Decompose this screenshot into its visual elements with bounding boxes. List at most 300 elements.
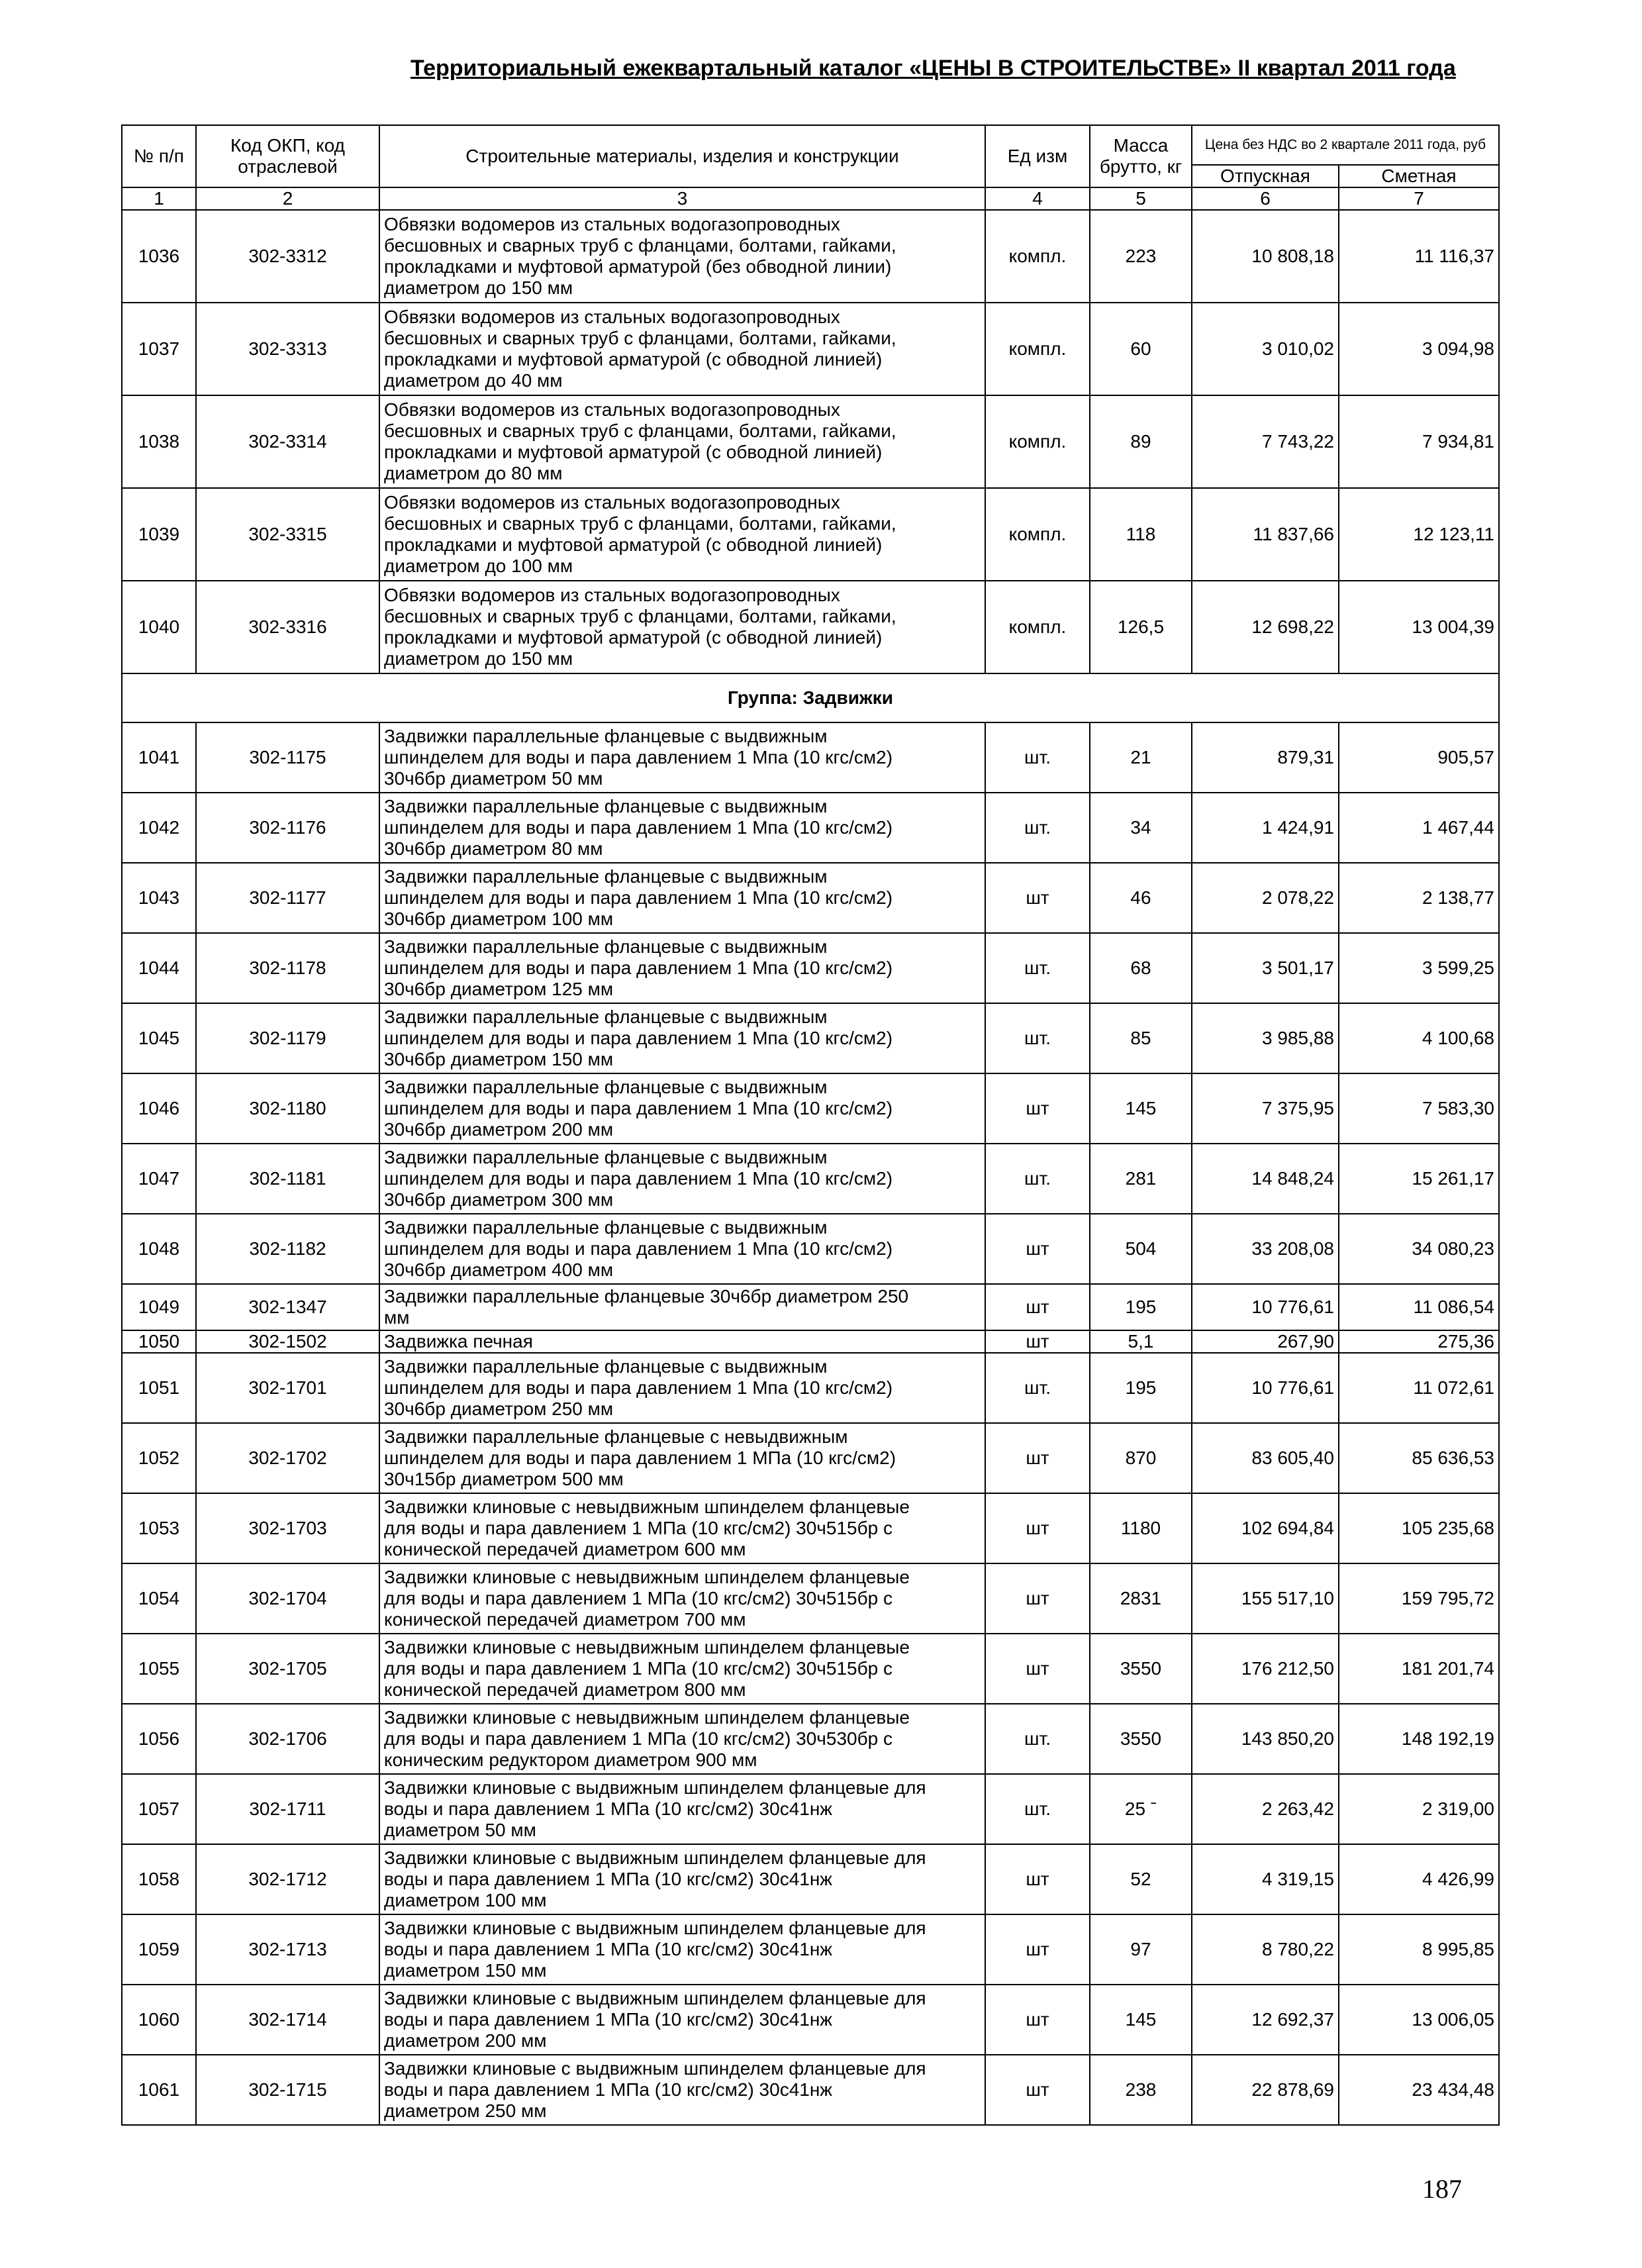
description-line: Задвижки клиновые с выдвижным шпинделем фланцевые для — [384, 1918, 926, 1938]
item-code: 302-1347 — [196, 1284, 379, 1330]
item-description — [379, 1985, 985, 2055]
description-line: коническим редуктором диаметром 900 мм — [384, 1750, 757, 1770]
description-line: Обвязки водомеров из стальных водогазопроводных — [384, 399, 840, 420]
item-release-price: 10 776,61 — [1192, 1353, 1339, 1423]
item-unit: шт. — [985, 722, 1090, 793]
page-number: 187 — [1422, 2174, 1462, 2204]
table-row — [122, 1774, 1499, 1844]
item-estimate-price: 4 426,99 — [1339, 1844, 1499, 1914]
item-description — [379, 210, 985, 303]
description-line: диаметром 150 мм — [384, 1960, 547, 1981]
description-line: шпинделем для воды и пара давлением 1 МПа (10 кгс/см2) — [384, 1448, 896, 1468]
item-number: 1042 — [122, 793, 196, 863]
item-mass: 504 — [1090, 1214, 1192, 1284]
item-mass: 97 — [1090, 1914, 1192, 1985]
item-mass: 1180 — [1090, 1493, 1192, 1563]
item-estimate-price: 13 004,39 — [1339, 581, 1499, 673]
item-code: 302-1714 — [196, 1985, 379, 2055]
table-row — [122, 1493, 1499, 1563]
item-estimate-price: 11 086,54 — [1339, 1284, 1499, 1330]
item-number: 1051 — [122, 1353, 196, 1423]
column-number: 3 — [379, 187, 985, 210]
item-mass: 21 — [1090, 722, 1192, 793]
item-estimate-price: 23 434,48 — [1339, 2055, 1499, 2125]
table-row — [122, 793, 1499, 863]
item-release-price: 7 375,95 — [1192, 1073, 1339, 1144]
item-description — [379, 1844, 985, 1914]
item-code: 302-3316 — [196, 581, 379, 673]
description-line: Задвижки клиновые с выдвижным шпинделем фланцевые для — [384, 2058, 926, 2079]
description-line: воды и пара давлением 1 МПа (10 кгс/см2) 30с41нж — [384, 1939, 833, 1959]
description-line: Задвижки клиновые с выдвижным шпинделем фланцевые для — [384, 1777, 926, 1798]
description-line: Задвижки клиновые с выдвижным шпинделем фланцевые для — [384, 1988, 926, 2008]
item-unit: шт — [985, 1563, 1090, 1634]
table-row — [122, 1423, 1499, 1493]
item-estimate-price: 4 100,68 — [1339, 1003, 1499, 1073]
description-line: конической передачей диаметром 600 мм — [384, 1539, 746, 1559]
item-release-price: 14 848,24 — [1192, 1144, 1339, 1214]
item-unit: компл. — [985, 488, 1090, 581]
item-description — [379, 581, 985, 673]
item-description — [379, 1284, 985, 1330]
description-line: диаметром до 40 мм — [384, 370, 563, 391]
item-unit: компл. — [985, 581, 1090, 673]
description-line: диаметром 100 мм — [384, 1890, 547, 1910]
item-release-price: 155 517,10 — [1192, 1563, 1339, 1634]
item-number: 1043 — [122, 863, 196, 933]
description-line: Задвижки параллельные фланцевые с выдвижным — [384, 1077, 828, 1097]
description-line: 30ч6бр диаметром 100 мм — [384, 909, 614, 929]
item-release-price: 83 605,40 — [1192, 1423, 1339, 1493]
description-line: прокладками и муфтовой арматурой (без обводной линии) — [384, 256, 892, 277]
description-line: воды и пара давлением 1 МПа (10 кгс/см2) 30с41нж — [384, 2079, 833, 2100]
item-description — [379, 1214, 985, 1284]
table-row — [122, 1214, 1499, 1284]
item-mass: 68 — [1090, 933, 1192, 1003]
item-release-price: 22 878,69 — [1192, 2055, 1339, 2125]
item-number: 1040 — [122, 581, 196, 673]
item-mass: 281 — [1090, 1144, 1192, 1214]
item-mass: 118 — [1090, 488, 1192, 581]
description-line: для воды и пара давлением 1 МПа (10 кгс/см2) 30ч515бр с — [384, 1588, 893, 1608]
description-line: шпинделем для воды и пара давлением 1 Мпа (10 кгс/см2) — [384, 1377, 893, 1398]
item-release-price: 3 010,02 — [1192, 303, 1339, 395]
item-number: 1048 — [122, 1214, 196, 1284]
item-number: 1041 — [122, 722, 196, 793]
description-line: 30ч6бр диаметром 150 мм — [384, 1049, 614, 1069]
item-code: 302-1182 — [196, 1214, 379, 1284]
description-line: диаметром до 150 мм — [384, 277, 573, 298]
item-release-price: 879,31 — [1192, 722, 1339, 793]
item-unit: шт. — [985, 933, 1090, 1003]
item-mass: 126,5 — [1090, 581, 1192, 673]
item-mass: 52 — [1090, 1844, 1192, 1914]
description-line: воды и пара давлением 1 МПа (10 кгс/см2) 30с41нж — [384, 1869, 833, 1889]
item-estimate-price: 85 636,53 — [1339, 1423, 1499, 1493]
description-line: 30ч6бр диаметром 50 мм — [384, 768, 603, 789]
description-line: шпинделем для воды и пара давлением 1 Мпа (10 кгс/см2) — [384, 1168, 893, 1189]
column-numbers-row — [122, 187, 1499, 210]
description-line: 30ч6бр диаметром 80 мм — [384, 838, 603, 859]
item-mass: 25 ˉ — [1090, 1774, 1192, 1844]
item-unit: шт. — [985, 1144, 1090, 1214]
item-estimate-price: 905,57 — [1339, 722, 1499, 793]
item-code: 302-1178 — [196, 933, 379, 1003]
item-mass: 60 — [1090, 303, 1192, 395]
item-release-price: 4 319,15 — [1192, 1844, 1339, 1914]
item-unit: компл. — [985, 395, 1090, 488]
item-release-price: 8 780,22 — [1192, 1914, 1339, 1985]
description-line: бесшовных и сварных труб с фланцами, болтами, гайками, — [384, 235, 896, 256]
item-unit: шт. — [985, 793, 1090, 863]
table-row — [122, 1284, 1499, 1330]
description-line: бесшовных и сварных труб с фланцами, болтами, гайками, — [384, 328, 896, 348]
item-unit: шт. — [985, 1003, 1090, 1073]
column-number: 7 — [1339, 187, 1499, 210]
column-header-name: Строительные материалы, изделия и конструкции — [379, 125, 985, 187]
item-unit: шт — [985, 1423, 1090, 1493]
item-release-price: 143 850,20 — [1192, 1704, 1339, 1774]
description-line: конической передачей диаметром 700 мм — [384, 1609, 746, 1630]
item-description — [379, 1774, 985, 1844]
column-number: 6 — [1192, 187, 1339, 210]
item-code: 302-1712 — [196, 1844, 379, 1914]
description-line: шпинделем для воды и пара давлением 1 Мпа (10 кгс/см2) — [384, 1238, 893, 1259]
column-number: 1 — [122, 187, 196, 210]
item-code: 302-3312 — [196, 210, 379, 303]
item-code: 302-1177 — [196, 863, 379, 933]
description-line: Задвижки параллельные фланцевые с выдвижным — [384, 726, 828, 746]
item-unit: шт — [985, 1284, 1090, 1330]
item-mass: 223 — [1090, 210, 1192, 303]
column-header-mass: Масса брутто, кг — [1090, 125, 1192, 187]
table-row — [122, 1844, 1499, 1914]
description-line: Обвязки водомеров из стальных водогазопроводных — [384, 492, 840, 513]
table-row — [122, 1073, 1499, 1144]
item-mass: 46 — [1090, 863, 1192, 933]
item-number: 1047 — [122, 1144, 196, 1214]
item-description — [379, 1144, 985, 1214]
item-estimate-price: 2 138,77 — [1339, 863, 1499, 933]
item-release-price: 12 692,37 — [1192, 1985, 1339, 2055]
item-code: 302-1715 — [196, 2055, 379, 2125]
item-number: 1059 — [122, 1914, 196, 1985]
item-code: 302-1704 — [196, 1563, 379, 1634]
description-line: диаметром 50 мм — [384, 1820, 536, 1840]
item-unit: компл. — [985, 303, 1090, 395]
description-line: Задвижки параллельные фланцевые с выдвижным — [384, 866, 828, 887]
item-release-price: 2 078,22 — [1192, 863, 1339, 933]
description-line: Задвижки параллельные фланцевые с выдвижным — [384, 1217, 828, 1238]
description-line: бесшовных и сварных труб с фланцами, болтами, гайками, — [384, 606, 896, 626]
item-number: 1052 — [122, 1423, 196, 1493]
item-mass: 195 — [1090, 1353, 1192, 1423]
description-line: Задвижки клиновые с выдвижным шпинделем фланцевые для — [384, 1848, 926, 1868]
table-row — [122, 581, 1499, 673]
description-line: диаметром 200 мм — [384, 2030, 547, 2051]
item-estimate-price: 8 995,85 — [1339, 1914, 1499, 1985]
column-number: 4 — [985, 187, 1090, 210]
item-description — [379, 933, 985, 1003]
item-description — [379, 863, 985, 933]
description-line: прокладками и муфтовой арматурой (с обводной линией) — [384, 442, 883, 462]
description-line: 30ч15бр диаметром 500 мм — [384, 1469, 624, 1489]
item-description — [379, 1073, 985, 1144]
item-number: 1037 — [122, 303, 196, 395]
description-line: Задвижка печная — [384, 1331, 533, 1352]
item-estimate-price: 275,36 — [1339, 1330, 1499, 1353]
item-number: 1055 — [122, 1634, 196, 1704]
item-estimate-price: 34 080,23 — [1339, 1214, 1499, 1284]
description-line: для воды и пара давлением 1 МПа (10 кгс/см2) 30ч515бр с — [384, 1658, 893, 1679]
item-description — [379, 793, 985, 863]
table-row — [122, 2055, 1499, 2125]
column-number: 2 — [196, 187, 379, 210]
item-description — [379, 1003, 985, 1073]
item-estimate-price: 105 235,68 — [1339, 1493, 1499, 1563]
item-mass: 145 — [1090, 1985, 1192, 2055]
description-line: воды и пара давлением 1 МПа (10 кгс/см2) 30с41нж — [384, 2009, 833, 2030]
item-code: 302-1702 — [196, 1423, 379, 1493]
item-description — [379, 1353, 985, 1423]
column-header-price-group: Цена без НДС во 2 квартале 2011 года, руб — [1192, 125, 1499, 165]
item-estimate-price: 3 094,98 — [1339, 303, 1499, 395]
item-code: 302-1706 — [196, 1704, 379, 1774]
item-number: 1046 — [122, 1073, 196, 1144]
item-unit: шт — [985, 1985, 1090, 2055]
description-line: Задвижки параллельные фланцевые с невыдвижным — [384, 1426, 848, 1447]
column-header-release: Отпускная — [1192, 165, 1339, 187]
table-header-row — [122, 125, 1499, 165]
item-code: 302-1705 — [196, 1634, 379, 1704]
item-code: 302-1502 — [196, 1330, 379, 1353]
table-row — [122, 863, 1499, 933]
item-release-price: 10 776,61 — [1192, 1284, 1339, 1330]
description-line: Задвижки параллельные фланцевые с выдвижным — [384, 1356, 828, 1377]
column-header-code: Код ОКП, код отраслевой — [196, 125, 379, 187]
item-unit: шт — [985, 1844, 1090, 1914]
item-release-price: 1 424,91 — [1192, 793, 1339, 863]
item-description — [379, 1563, 985, 1634]
item-estimate-price: 159 795,72 — [1339, 1563, 1499, 1634]
item-release-price: 102 694,84 — [1192, 1493, 1339, 1563]
item-number: 1057 — [122, 1774, 196, 1844]
item-code: 302-3315 — [196, 488, 379, 581]
description-line: 30ч6бр диаметром 125 мм — [384, 979, 614, 999]
item-code: 302-3314 — [196, 395, 379, 488]
item-estimate-price: 7 934,81 — [1339, 395, 1499, 488]
column-header-num: № п/п — [122, 125, 196, 187]
group-header-row — [122, 673, 1499, 722]
item-mass: 85 — [1090, 1003, 1192, 1073]
item-code: 302-1181 — [196, 1144, 379, 1214]
description-line: Обвязки водомеров из стальных водогазопроводных — [384, 585, 840, 605]
item-release-price: 12 698,22 — [1192, 581, 1339, 673]
table-row — [122, 210, 1499, 303]
item-number: 1050 — [122, 1330, 196, 1353]
item-unit: компл. — [985, 210, 1090, 303]
item-release-price: 3 501,17 — [1192, 933, 1339, 1003]
description-line: Задвижки параллельные фланцевые с выдвижным — [384, 796, 828, 816]
item-description — [379, 2055, 985, 2125]
description-line: шпинделем для воды и пара давлением 1 Мпа (10 кгс/см2) — [384, 887, 893, 908]
table-row — [122, 1985, 1499, 2055]
table-row — [122, 1330, 1499, 1353]
item-unit: шт. — [985, 1774, 1090, 1844]
description-line: шпинделем для воды и пара давлением 1 Мпа (10 кгс/см2) — [384, 817, 893, 838]
item-description — [379, 722, 985, 793]
item-description — [379, 395, 985, 488]
item-estimate-price: 7 583,30 — [1339, 1073, 1499, 1144]
item-estimate-price: 148 192,19 — [1339, 1704, 1499, 1774]
description-line: Обвязки водомеров из стальных водогазопроводных — [384, 307, 840, 327]
item-estimate-price: 12 123,11 — [1339, 488, 1499, 581]
description-line: воды и пара давлением 1 МПа (10 кгс/см2) 30с41нж — [384, 1799, 833, 1819]
column-header-estimate: Сметная — [1339, 165, 1499, 187]
item-estimate-price: 15 261,17 — [1339, 1144, 1499, 1214]
item-number: 1045 — [122, 1003, 196, 1073]
item-description — [379, 1914, 985, 1985]
item-mass: 3550 — [1090, 1634, 1192, 1704]
item-unit: шт — [985, 863, 1090, 933]
description-line: шпинделем для воды и пара давлением 1 Мпа (10 кгс/см2) — [384, 747, 893, 767]
item-unit: шт — [985, 1914, 1090, 1985]
table-row — [122, 1563, 1499, 1634]
item-number: 1054 — [122, 1563, 196, 1634]
description-line: шпинделем для воды и пара давлением 1 Мпа (10 кгс/см2) — [384, 1028, 893, 1048]
group-label: Группа: Задвижки — [122, 673, 1499, 722]
item-mass: 2831 — [1090, 1563, 1192, 1634]
description-line: конической передачей диаметром 800 мм — [384, 1679, 746, 1700]
item-mass: 34 — [1090, 793, 1192, 863]
item-estimate-price: 1 467,44 — [1339, 793, 1499, 863]
description-line: Задвижки клиновые с невыдвижным шпинделем фланцевые — [384, 1497, 910, 1517]
description-line: шпинделем для воды и пара давлением 1 Мпа (10 кгс/см2) — [384, 1098, 893, 1118]
item-mass: 195 — [1090, 1284, 1192, 1330]
item-description — [379, 1704, 985, 1774]
item-code: 302-1180 — [196, 1073, 379, 1144]
item-release-price: 267,90 — [1192, 1330, 1339, 1353]
description-line: диаметром до 80 мм — [384, 463, 563, 483]
table-row — [122, 933, 1499, 1003]
item-description — [379, 1330, 985, 1353]
item-release-price: 10 808,18 — [1192, 210, 1339, 303]
item-release-price: 3 985,88 — [1192, 1003, 1339, 1073]
item-estimate-price: 11 116,37 — [1339, 210, 1499, 303]
description-line: шпинделем для воды и пара давлением 1 Мпа (10 кгс/см2) — [384, 958, 893, 978]
column-header-unit: Ед изм — [985, 125, 1090, 187]
description-line: Обвязки водомеров из стальных водогазопроводных — [384, 214, 840, 234]
description-line: Задвижки параллельные фланцевые с выдвижным — [384, 1007, 828, 1027]
item-mass: 870 — [1090, 1423, 1192, 1493]
description-line: 30ч6бр диаметром 300 мм — [384, 1189, 614, 1210]
description-line: для воды и пара давлением 1 МПа (10 кгс/см2) 30ч530бр с — [384, 1728, 893, 1749]
description-line: прокладками и муфтовой арматурой (с обводной линией) — [384, 349, 883, 370]
item-unit: шт — [985, 1330, 1090, 1353]
description-line: для воды и пара давлением 1 МПа (10 кгс/см2) 30ч515бр с — [384, 1518, 893, 1538]
item-mass: 238 — [1090, 2055, 1192, 2125]
description-line: Задвижки клиновые с невыдвижным шпинделем фланцевые — [384, 1637, 910, 1657]
description-line: прокладками и муфтовой арматурой (с обводной линией) — [384, 534, 883, 555]
description-line: Задвижки клиновые с невыдвижным шпинделем фланцевые — [384, 1707, 910, 1728]
item-code: 302-1711 — [196, 1774, 379, 1844]
item-mass: 145 — [1090, 1073, 1192, 1144]
item-code: 302-1176 — [196, 793, 379, 863]
description-line: бесшовных и сварных труб с фланцами, болтами, гайками, — [384, 513, 896, 534]
item-code: 302-1701 — [196, 1353, 379, 1423]
item-mass: 89 — [1090, 395, 1192, 488]
item-unit: шт — [985, 1214, 1090, 1284]
item-estimate-price: 3 599,25 — [1339, 933, 1499, 1003]
description-line: Задвижки клиновые с невыдвижным шпинделем фланцевые — [384, 1567, 910, 1587]
item-code: 302-1179 — [196, 1003, 379, 1073]
description-line: Задвижки параллельные фланцевые с выдвижным — [384, 936, 828, 957]
item-description — [379, 1634, 985, 1704]
item-release-price: 33 208,08 — [1192, 1214, 1339, 1284]
table-row — [122, 1353, 1499, 1423]
item-description — [379, 1493, 985, 1563]
item-number: 1060 — [122, 1985, 196, 2055]
item-number: 1053 — [122, 1493, 196, 1563]
table-row — [122, 1704, 1499, 1774]
item-estimate-price: 13 006,05 — [1339, 1985, 1499, 2055]
description-line: 30ч6бр диаметром 200 мм — [384, 1119, 614, 1140]
item-description — [379, 303, 985, 395]
table-row — [122, 1144, 1499, 1214]
column-number: 5 — [1090, 187, 1192, 210]
item-description — [379, 488, 985, 581]
item-code: 302-3313 — [196, 303, 379, 395]
item-unit: шт — [985, 1493, 1090, 1563]
table-row — [122, 395, 1499, 488]
description-line: 30ч6бр диаметром 250 мм — [384, 1399, 614, 1419]
item-description — [379, 1423, 985, 1493]
description-line: прокладками и муфтовой арматурой (с обводной линией) — [384, 627, 883, 648]
item-number: 1044 — [122, 933, 196, 1003]
item-estimate-price: 2 319,00 — [1339, 1774, 1499, 1844]
table-row — [122, 1914, 1499, 1985]
table-row — [122, 488, 1499, 581]
item-estimate-price: 181 201,74 — [1339, 1634, 1499, 1704]
item-code: 302-1175 — [196, 722, 379, 793]
item-code: 302-1713 — [196, 1914, 379, 1985]
table-row — [122, 303, 1499, 395]
item-release-price: 11 837,66 — [1192, 488, 1339, 581]
item-number: 1058 — [122, 1844, 196, 1914]
table-row — [122, 1634, 1499, 1704]
description-line: Задвижки параллельные фланцевые 30ч6бр диаметром 250 — [384, 1286, 909, 1307]
description-line: Задвижки параллельные фланцевые с выдвижным — [384, 1147, 828, 1167]
table-row — [122, 722, 1499, 793]
table-row — [122, 1003, 1499, 1073]
item-number: 1039 — [122, 488, 196, 581]
description-line: бесшовных и сварных труб с фланцами, болтами, гайками, — [384, 420, 896, 441]
item-code: 302-1703 — [196, 1493, 379, 1563]
item-unit: шт — [985, 2055, 1090, 2125]
item-unit: шт. — [985, 1353, 1090, 1423]
item-number: 1038 — [122, 395, 196, 488]
page-title: Территориальный ежеквартальный каталог «ЦЕНЫ В СТРОИТЕЛЬСТВЕ» II квартал 2011 года — [410, 56, 1456, 81]
item-number: 1056 — [122, 1704, 196, 1774]
item-number: 1036 — [122, 210, 196, 303]
description-line: диаметром до 100 мм — [384, 556, 573, 576]
item-mass: 3550 — [1090, 1704, 1192, 1774]
item-estimate-price: 11 072,61 — [1339, 1353, 1499, 1423]
item-mass: 5,1 — [1090, 1330, 1192, 1353]
description-line: диаметром до 150 мм — [384, 648, 573, 669]
item-release-price: 176 212,50 — [1192, 1634, 1339, 1704]
item-unit: шт. — [985, 1704, 1090, 1774]
